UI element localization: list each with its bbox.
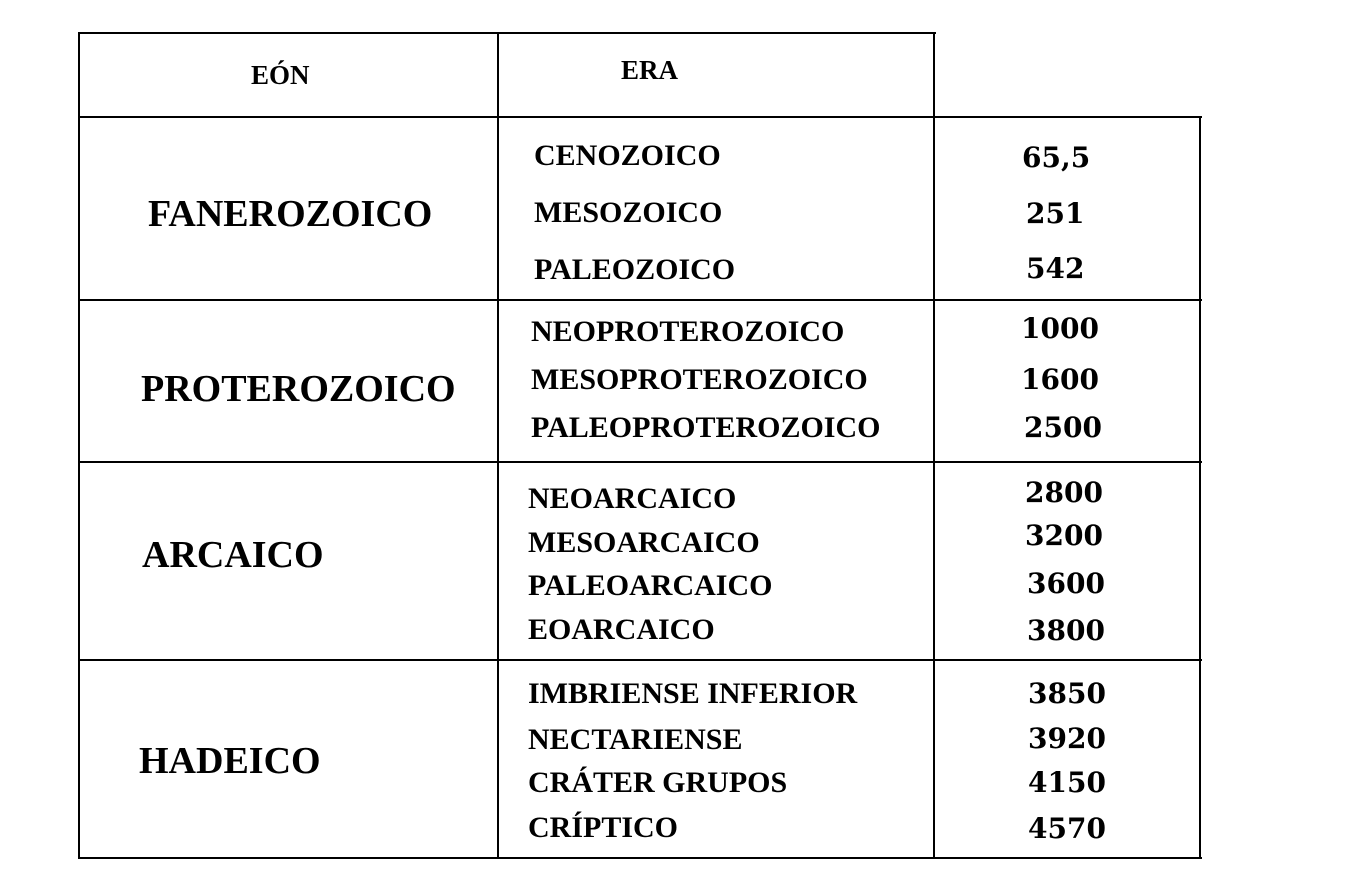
era-name: CRÁTER GRUPOS xyxy=(528,766,788,799)
age-value: 4570 xyxy=(1028,812,1106,845)
column-divider-eon-era xyxy=(497,32,499,859)
table-left-border xyxy=(78,32,80,859)
header-bottom-border xyxy=(78,116,1202,118)
table-top-border xyxy=(78,32,936,34)
era-name: IMBRIENSE INFERIOR xyxy=(528,677,858,710)
era-name: MESOARCAICO xyxy=(528,526,760,559)
age-value: 1600 xyxy=(1021,363,1099,396)
era-name: PALEOPROTEROZOICO xyxy=(531,411,881,444)
era-column-header: ERA xyxy=(621,55,679,85)
age-value: 4150 xyxy=(1028,766,1106,799)
column-divider-era-value xyxy=(933,32,935,859)
era-name: NEOARCAICO xyxy=(528,482,737,515)
era-name: NECTARIENSE xyxy=(528,723,743,756)
table-bottom-border xyxy=(78,857,1202,859)
era-name: CRÍPTICO xyxy=(528,811,679,844)
row-divider xyxy=(78,299,1202,301)
age-value: 3800 xyxy=(1027,614,1105,647)
era-name: PALEOARCAICO xyxy=(528,569,773,602)
eon-column-header: EÓN xyxy=(251,60,310,90)
age-value: 1000 xyxy=(1021,312,1099,345)
age-value: 3920 xyxy=(1028,722,1106,755)
era-name: EOARCAICO xyxy=(528,613,715,646)
era-name: MESOPROTEROZOICO xyxy=(531,363,868,396)
age-value: 3600 xyxy=(1027,567,1105,600)
row-divider xyxy=(78,461,1202,463)
age-value: 65,5 xyxy=(1022,141,1091,174)
eon-label: HADEICO xyxy=(139,740,321,782)
era-name: CENOZOICO xyxy=(534,139,721,172)
age-value: 2800 xyxy=(1025,476,1103,509)
era-name: MESOZOICO xyxy=(534,196,723,229)
table-right-border xyxy=(1199,116,1201,859)
age-value: 542 xyxy=(1026,252,1085,285)
era-name: PALEOZOICO xyxy=(534,253,736,286)
era-name: NEOPROTEROZOICO xyxy=(531,315,845,348)
eon-label: PROTEROZOICO xyxy=(141,368,456,410)
age-value: 251 xyxy=(1026,197,1085,230)
eon-label: FANEROZOICO xyxy=(148,193,433,235)
age-value: 2500 xyxy=(1024,411,1102,444)
row-divider xyxy=(78,659,1202,661)
age-value: 3200 xyxy=(1025,519,1103,552)
age-value: 3850 xyxy=(1028,677,1106,710)
eon-label: ARCAICO xyxy=(142,534,324,576)
